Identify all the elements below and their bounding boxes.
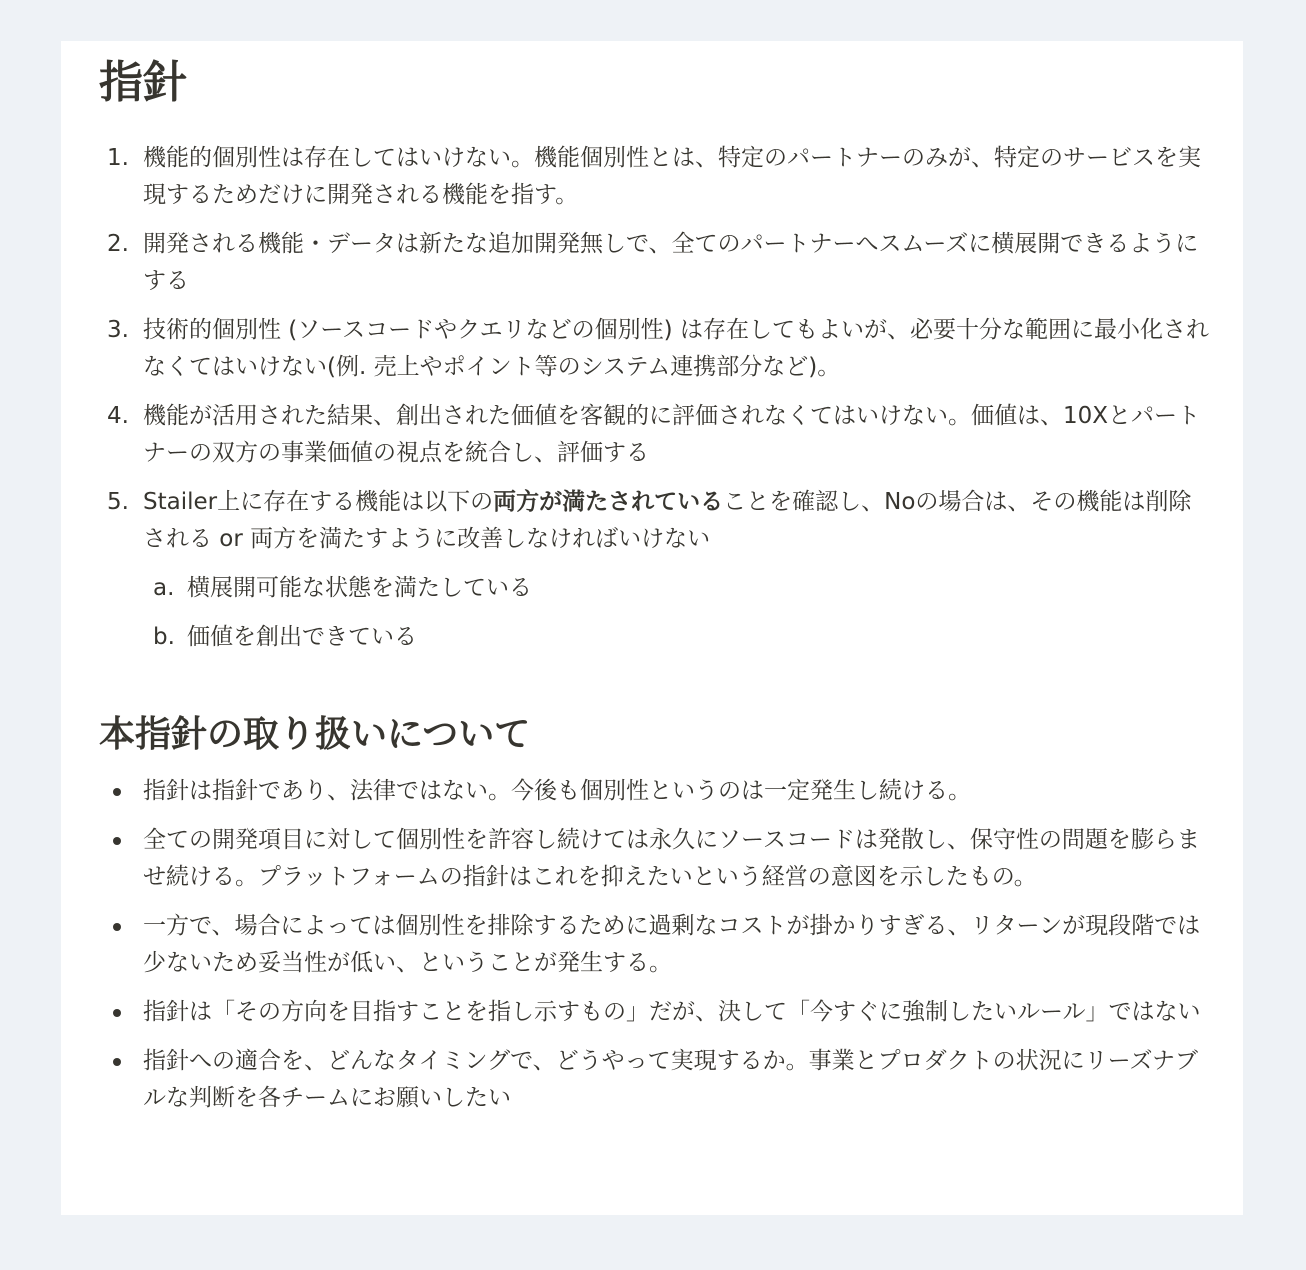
list-number: 4. [107,403,129,429]
list-item-text: 指針への適合を、どんなタイミングで、どうやって実現するか。事業とプロダクトの状況にリーズナブルな判断を各チームにお願いしたい [143,1048,1199,1111]
list-number: 1. [107,145,129,171]
sub-list-marker: a. [153,575,175,601]
bullet-icon [113,1009,121,1017]
list-item [99,822,1209,896]
sub-list-marker: b. [153,624,175,650]
list-item-text-before: Stailer上に存在する機能は以下の [143,489,494,515]
list-item [99,773,1209,810]
sub-list-item [143,570,1209,607]
list-number: 5. [107,489,129,515]
list-item-text: 機能が活用された結果、創出された価値を客観的に評価されなくてはいけない。価値は、10Xとパートナーの双方の事業価値の視点を統合し、評価する [143,403,1201,466]
section-heading-handling: 本指針の取り扱いについて [99,714,531,755]
list-item [99,1043,1209,1117]
list-item-text: 機能的個別性は存在してはいけない。機能個別性とは、特定のパートナーのみが、特定のサービスを実現するためだけに開発される機能を指す。 [143,145,1201,208]
section-heading-guidelines: 指針 [99,57,187,108]
document-card [61,41,1243,1215]
sub-list [143,570,1209,656]
bullet-icon [113,1058,121,1066]
list-item [99,140,1209,214]
list-item-text: 指針は「その方向を目指すことを指し示すもの」だが、決して「今すぐに強制したいルール」ではない [143,999,1201,1025]
guidelines-numbered-list [99,140,1209,668]
list-item-text-after: ことを確認し、Noの場合は、その機能は削除される or 両方を満たすように改善しなければいけない [143,489,1192,552]
list-item-text: 開発される機能・データは新たな追加開発無しで、全てのパートナーへスムーズに横展開できるようにする [143,231,1199,294]
list-item [99,994,1209,1031]
bullet-icon [113,788,121,796]
list-item [99,484,1209,656]
bullet-icon [113,923,121,931]
list-item-text: 指針は指針であり、法律ではない。今後も個別性というのは一定発生し続ける。 [143,778,971,804]
list-item-text-bold: 両方が満たされている [493,489,724,515]
list-item-text: 全ての開発項目に対して個別性を許容し続けては永久にソースコードは発散し、保守性の問題を膨らませ続ける。プラットフォームの指針はこれを抑えたいという経営の意図を示したもの。 [143,827,1200,890]
list-number: 2. [107,231,129,257]
sub-list-item-text: 横展開可能な状態を満たしている [187,575,532,601]
handling-bullet-list [99,773,1209,1129]
list-item-text: 技術的個別性 (ソースコードやクエリなどの個別性) は存在してもよいが、必要十分な範囲に最小化されなくてはいけない(例. 売上やポイント等のシステム連携部分など)。 [143,317,1209,380]
list-item [99,908,1209,982]
bullet-icon [113,837,121,845]
sub-list-item [143,619,1209,656]
list-number: 3. [107,317,129,343]
sub-list-item-text: 価値を創出できている [187,624,417,650]
list-item-text: 一方で、場合によっては個別性を排除するために過剰なコストが掛かりすぎる、リターンが現段階では少ないため妥当性が低い、ということが発生する。 [143,913,1201,976]
list-item [99,226,1209,300]
list-item [99,398,1209,472]
list-item [99,312,1209,386]
